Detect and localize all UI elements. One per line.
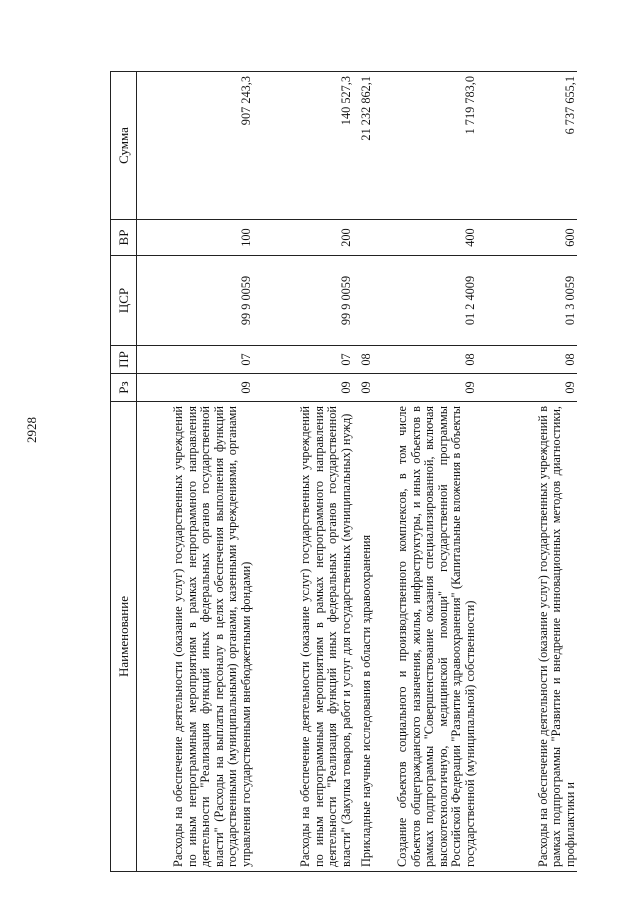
table-row (137, 72, 254, 872)
row-rz: 09 (253, 374, 353, 402)
row-name: Расходы на обеспечение деятельности (оказание услуг) государственных учреждений по иным непрограммным мероприятиям в рамках непрограммного направления деятельности "Реализация функций иных федеральных органов государственной власти" (Расходы на выплаты персоналу в целях обеспечения выполнения функций государственными (муниципальными) органами, казенными учреждениями, органами управления государственными внебюджетными фондами) (137, 402, 254, 872)
row-sum: 907 243,3 (137, 72, 254, 220)
header-csr: ЦСР (111, 256, 137, 346)
row-rz: 09 (353, 374, 373, 402)
table-row (373, 72, 477, 872)
row-rz: 09 (373, 374, 477, 402)
row-pr: 08 (373, 346, 477, 374)
row-vr: 400 (373, 220, 477, 256)
row-name: Расходы на обеспечение деятельности (оказание услуг) государственных учреждений по иным непрограммным мероприятиям в рамках непрограммного направления деятельности "Реализация функций иных федеральных органов государственной власти" (Закупка товаров, работ и услуг для государственных (муниципальных) нужд) (253, 402, 353, 872)
table-row (253, 72, 353, 872)
row-name: Создание объектов социального и производственного комплексов, в том числе объектов общегражданского назначения, жилья, инфраструктуры, и иных объектов в рамках подпрограммы "Совершенствование оказания специализированной, включая высокотехнологичную, медицинской помощи" государственной программы Российской Федерации "Развитие здравоохранения" (Капитальные вложения в объекты государственной (муниципальной) собственности) (373, 402, 477, 872)
row-csr (353, 256, 373, 346)
header-vr: ВР (111, 220, 137, 256)
row-pr: 07 (253, 346, 353, 374)
row-rz: 09 (477, 374, 577, 402)
row-pr: 07 (137, 346, 254, 374)
table-header-row (111, 72, 137, 872)
row-csr: 01 2 4009 (373, 256, 477, 346)
row-pr: 08 (353, 346, 373, 374)
header-pr: ПР (111, 346, 137, 374)
row-vr: 600 (477, 220, 577, 256)
header-name: Наименование (111, 402, 137, 872)
row-csr: 99 9 0059 (137, 256, 254, 346)
row-vr: 100 (137, 220, 254, 256)
table-row (353, 72, 373, 872)
row-name: Прикладные научные исследования в области здравоохранения (353, 402, 373, 872)
row-pr: 08 (477, 346, 577, 374)
row-name: Расходы на обеспечение деятельности (оказание услуг) государственных учреждений в рамках подпрограммы "Развитие и внедрение инновационных методов диагностики, профилактики и (477, 402, 577, 872)
table-row (477, 72, 577, 872)
row-vr: 200 (253, 220, 353, 256)
row-csr: 01 3 0059 (477, 256, 577, 346)
row-sum: 1 719 783,0 (373, 72, 477, 220)
row-vr (353, 220, 373, 256)
header-rz: Рз (111, 374, 137, 402)
row-rz: 09 (137, 374, 254, 402)
budget-table (110, 71, 577, 872)
page-number: 2928 (24, 417, 39, 443)
row-sum: 6 737 655,1 (477, 72, 577, 220)
row-sum: 21 232 862,1 (353, 72, 373, 220)
header-sum: Сумма (111, 72, 137, 220)
row-sum: 140 527,3 (253, 72, 353, 220)
row-csr: 99 9 0059 (253, 256, 353, 346)
rotated-table-container (110, 72, 585, 872)
